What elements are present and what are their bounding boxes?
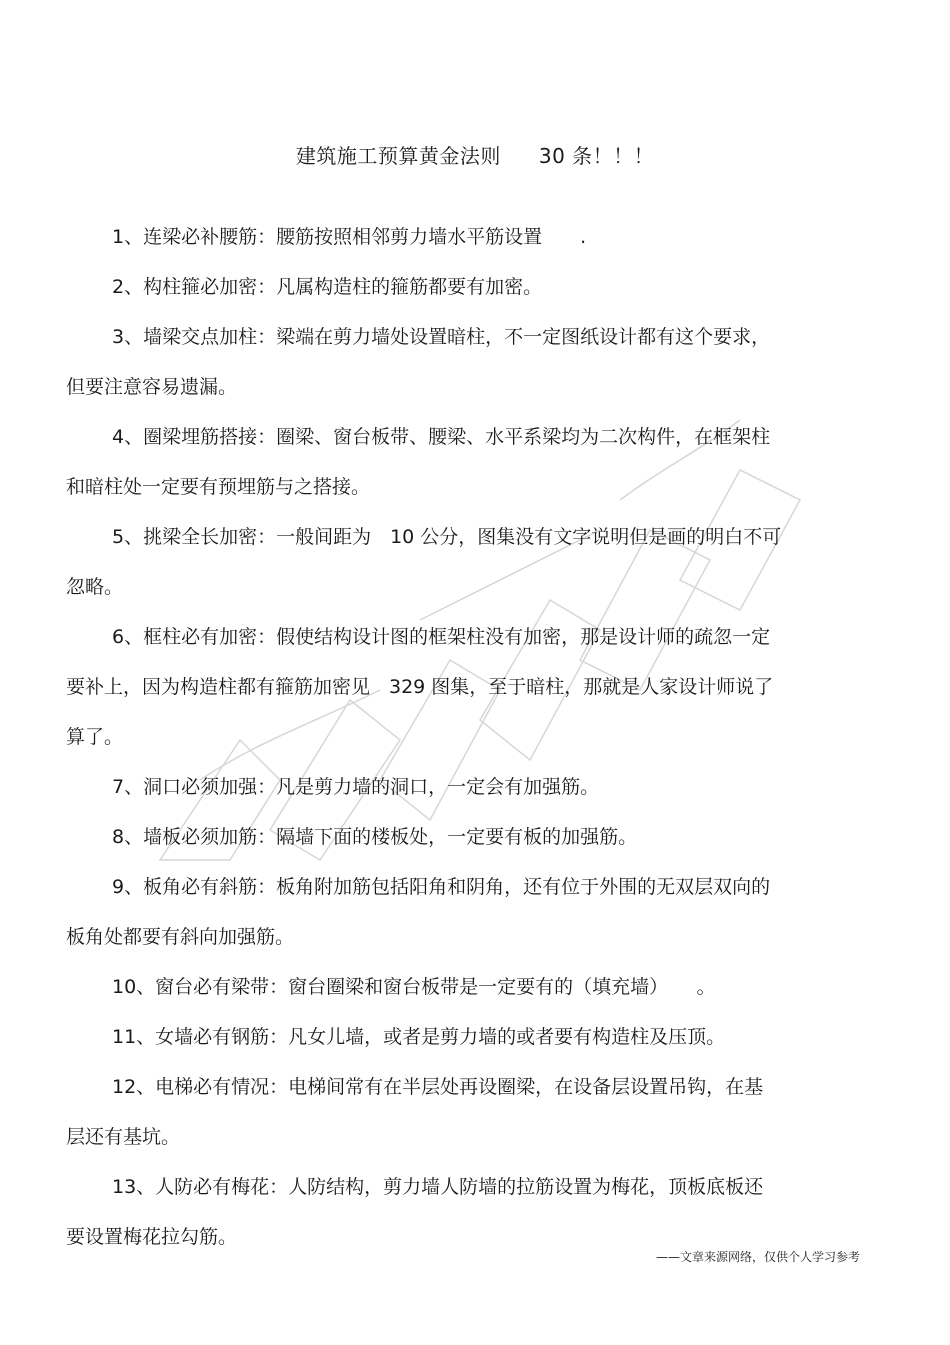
- paragraph-first-line: 3、墙梁交点加柱：梁端在剪力墙处设置暗柱，不一定图纸设计都有这个要求，: [112, 326, 771, 348]
- paragraph-continuation-line: 要补上，因为构造柱都有箍筋加密见 329 图集，至于暗柱，那就是人家设计师说了: [66, 676, 774, 698]
- source-note: ——文章来源网络，仅供个人学习参考: [655, 1250, 860, 1264]
- paragraph: [66, 1012, 856, 1062]
- paragraph: [66, 412, 856, 512]
- paragraph: [66, 1162, 856, 1262]
- paragraph: [66, 612, 856, 762]
- paragraph: [66, 1062, 856, 1162]
- paragraph-first-line: 1、连梁必补腰筋：腰筋按照相邻剪力墙水平筋设置 .: [112, 226, 587, 248]
- paragraph-continuation-line: 但要注意容易遗漏。: [66, 376, 238, 398]
- paragraph-continuation-line: 算了。: [66, 726, 124, 748]
- paragraph: [66, 212, 856, 262]
- paragraph-first-line: 5、挑梁全长加密：一般间距为 10 公分，图集没有文字说明但是画的明白不可: [112, 526, 782, 548]
- paragraph-first-line: 2、构柱箍必加密：凡属构造柱的箍筋都要有加密。: [112, 276, 543, 298]
- paragraph-first-line: 7、洞口必须加强：凡是剪力墙的洞口，一定会有加强筋。: [112, 776, 600, 798]
- paragraph-first-line: 12、电梯必有情况：电梯间常有在半层处再设圈梁，在设备层设置吊钩，在基: [112, 1076, 764, 1098]
- paragraph-continuation-line: 层还有基坑。: [66, 1126, 181, 1148]
- paragraph: [66, 962, 856, 1012]
- paragraph-first-line: 11、女墙必有钢筋：凡女儿墙，或者是剪力墙的或者要有构造柱及压顶。: [112, 1026, 726, 1048]
- paragraph-continuation-line: 板角处都要有斜向加强筋。: [66, 926, 295, 948]
- title-text: 建筑施工预算黄金法则: [295, 144, 501, 168]
- paragraph: [66, 262, 856, 312]
- paragraph: [66, 762, 856, 812]
- paragraph-continuation-line: 忽略。: [66, 576, 124, 598]
- document-title: [0, 140, 950, 169]
- title-count: 30 条！！！: [538, 144, 655, 168]
- paragraph: [66, 862, 856, 962]
- paragraph: [66, 312, 856, 412]
- paragraph-first-line: 10、窗台必有梁带：窗台圈梁和窗台板带是一定要有的（填充墙） 。: [112, 976, 716, 998]
- paragraph-first-line: 6、框柱必有加密：假使结构设计图的框架柱没有加密，那是设计师的疏忽一定: [112, 626, 771, 648]
- document-body: [66, 212, 856, 1262]
- paragraph-continuation-line: 和暗柱处一定要有预埋筋与之搭接。: [66, 476, 371, 498]
- paragraph-continuation-line: 要设置梅花拉勾筋。: [66, 1226, 238, 1248]
- paragraph: [66, 512, 856, 612]
- paragraph-first-line: 8、墙板必须加筋：隔墙下面的楼板处，一定要有板的加强筋。: [112, 826, 638, 848]
- paragraph-first-line: 13、人防必有梅花：人防结构，剪力墙人防墙的拉筋设置为梅花，顶板底板还: [112, 1176, 764, 1198]
- paragraph-first-line: 4、圈梁埋筋搭接：圈梁、窗台板带、腰梁、水平系梁均为二次构件，在框架柱: [112, 426, 771, 448]
- paragraph: [66, 812, 856, 862]
- paragraph-first-line: 9、板角必有斜筋：板角附加筋包括阳角和阴角，还有位于外围的无双层双向的: [112, 876, 771, 898]
